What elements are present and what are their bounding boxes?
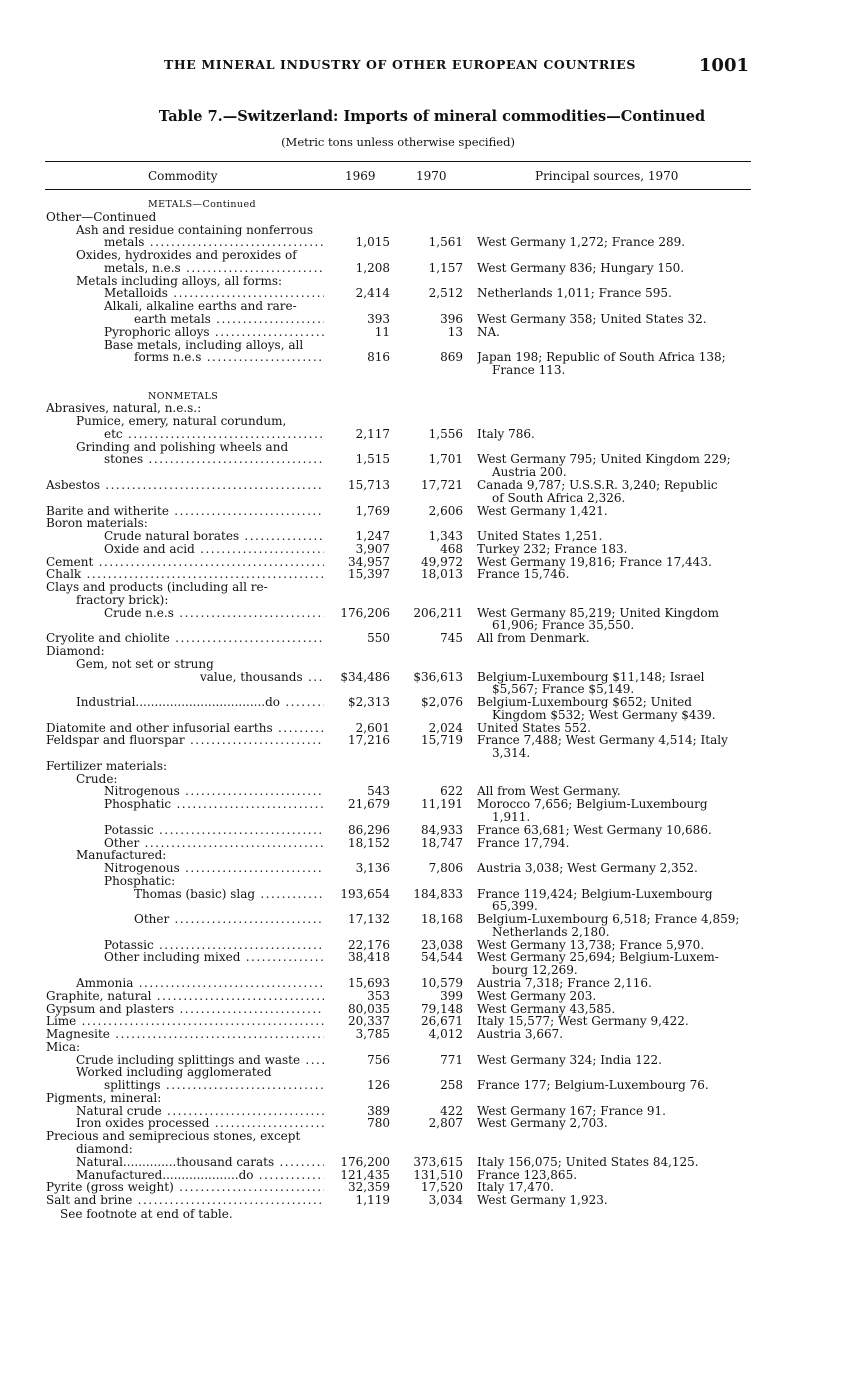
commodity-cell: Barite and witherite .....	[46, 505, 324, 518]
running-head: THE MINERAL INDUSTRY OF OTHER EUROPEAN COUNTRIES	[163, 57, 637, 72]
value-1969-cell: 2,601	[355, 721, 390, 735]
value-1970-cell: 869	[440, 351, 463, 365]
value-1969-cell: 3,136	[355, 862, 390, 875]
sources-cell: West Germany 13,738; France 5,970.	[477, 938, 705, 952]
value-1969-cell: 1,015	[355, 236, 390, 250]
footnote: See footnote at end of table.	[60, 1207, 233, 1221]
table-row	[0, 339, 864, 352]
commodity-cell: Other—Continued	[46, 210, 157, 224]
value-1969-cell: $34,486	[340, 670, 390, 684]
table-row	[0, 990, 864, 1003]
value-1970-cell: 373,615	[413, 1155, 463, 1169]
value-1969-cell: 353	[367, 989, 390, 1003]
table-row	[0, 824, 864, 837]
sources-cell: France 123,865.	[477, 1168, 578, 1182]
commodity-cell: Gem, not set or strung	[76, 657, 214, 671]
sources-cell: Italy 156,075; United States 84,125.	[477, 1155, 699, 1169]
table-row	[0, 645, 864, 658]
commodity-cell: Natural..............thousand carats .....	[76, 1156, 324, 1169]
header-sources: Principal sources, 1970	[535, 169, 679, 183]
sources-cell: bourg 12,269.	[492, 964, 578, 978]
value-1969-cell: 3,907	[355, 542, 390, 556]
sources-cell: United States 552.	[477, 721, 591, 735]
commodity-cell: Cryolite and chiolite .....	[46, 632, 324, 645]
table-row	[0, 402, 864, 415]
table-row	[0, 964, 864, 977]
table-row	[0, 1092, 864, 1105]
sources-cell: West Germany 203.	[477, 989, 597, 1003]
value-1970-cell: 79,148	[421, 1002, 463, 1016]
table-row	[0, 390, 864, 403]
commodity-cell: value, thousands .....	[200, 671, 324, 684]
table-row	[0, 1054, 864, 1067]
value-1970-cell: 2,024	[428, 721, 463, 735]
table-row	[0, 351, 864, 364]
table-row	[0, 658, 864, 671]
value-1969-cell: 15,397	[348, 568, 390, 582]
value-1969-cell: 34,957	[348, 555, 390, 569]
commodity-cell: Ash and residue containing nonferrous	[76, 223, 313, 237]
value-1969-cell: 22,176	[348, 938, 390, 952]
sources-cell: France 113.	[492, 364, 566, 377]
table-row	[0, 951, 864, 964]
value-1970-cell: 18,747	[421, 836, 463, 850]
sources-cell: France 15,746.	[477, 568, 570, 582]
table-row	[0, 377, 864, 390]
sources-cell: Italy 17,470.	[477, 1181, 554, 1195]
value-1969-cell: 17,132	[348, 913, 390, 927]
commodity-cell: Pyrite (gross weight) .....	[46, 1181, 324, 1194]
table-row	[0, 441, 864, 454]
commodity-cell: Crude natural borates .....	[104, 530, 324, 543]
value-1969-cell: 1,208	[355, 261, 390, 275]
commodity-cell: Other .....	[134, 913, 324, 926]
table-row	[0, 479, 864, 492]
table-row	[0, 1181, 864, 1194]
table-row	[0, 607, 864, 620]
commodity-cell: earth metals .....	[134, 313, 324, 326]
table-row	[0, 275, 864, 288]
commodity-cell: Lime .....	[46, 1015, 324, 1028]
value-1969-cell: 816	[367, 351, 390, 365]
sources-cell: Austria 3,667.	[477, 1028, 564, 1041]
table-row	[0, 415, 864, 428]
table-row	[0, 926, 864, 939]
commodity-cell: Diatomite and other infusorial earths .....	[46, 722, 324, 735]
value-1969-cell: 1,119	[355, 1194, 390, 1208]
value-1970-cell: 23,038	[421, 938, 463, 952]
sources-cell: $5,567; France $5,149.	[492, 683, 635, 697]
commodity-cell: Gypsum and plasters .....	[46, 1003, 324, 1016]
value-1969-cell: 18,152	[348, 836, 390, 850]
value-1969-cell: 21,679	[348, 798, 390, 812]
value-1970-cell: 15,719	[421, 734, 463, 748]
value-1970-cell: 7,806	[428, 862, 463, 875]
table-row	[0, 428, 864, 441]
value-1970-cell: 18,013	[421, 568, 463, 582]
value-1969-cell: 2,117	[355, 427, 390, 441]
sources-cell: France 7,488; West Germany 4,514; Italy	[477, 734, 728, 748]
value-1969-cell: 176,206	[340, 606, 390, 620]
sources-cell: West Germany 836; Hungary 150.	[477, 261, 685, 275]
sources-cell: West Germany 167; France 91.	[477, 1104, 666, 1118]
table-row	[0, 249, 864, 262]
sources-cell: West Germany 25,694; Belgium-Luxem-	[477, 951, 719, 965]
commodity-cell: Metals including alloys, all forms:	[76, 274, 283, 288]
commodity-cell: metals, n.e.s .....	[104, 262, 324, 275]
table-row	[0, 543, 864, 556]
value-1969-cell: 780	[367, 1117, 390, 1131]
header-1969: 1969	[345, 169, 376, 183]
commodity-cell: Pigments, mineral:	[46, 1091, 162, 1105]
table-row	[0, 734, 864, 747]
sources-cell: West Germany 1,923.	[477, 1194, 608, 1208]
sources-cell: Netherlands 1,011; France 595.	[477, 287, 672, 301]
sources-cell: Canada 9,787; U.S.S.R. 3,240; Republic	[477, 478, 718, 492]
commodity-cell: Clays and products (including all re-	[46, 581, 268, 595]
value-1970-cell: $36,613	[413, 670, 463, 684]
value-1970-cell: 84,933	[421, 823, 463, 837]
table-row	[0, 785, 864, 798]
sources-cell: All from West Germany.	[477, 785, 621, 799]
table-top-rule	[45, 161, 751, 162]
value-1970-cell: 2,807	[428, 1117, 463, 1131]
value-1970-cell: 771	[440, 1053, 463, 1067]
table-row	[0, 875, 864, 888]
value-1969-cell: 756	[367, 1053, 390, 1067]
table-row	[0, 287, 864, 300]
value-1969-cell: 121,435	[340, 1168, 390, 1182]
sources-cell: France 63,681; West Germany 10,686.	[477, 823, 712, 837]
table-row	[0, 1117, 864, 1130]
value-1969-cell: 1,769	[355, 504, 390, 518]
sources-cell: 61,906; France 35,550.	[492, 619, 635, 633]
sources-cell: West Germany 795; United Kingdom 229;	[477, 453, 731, 467]
sources-cell: France 177; Belgium-Luxembourg 76.	[477, 1079, 709, 1093]
value-1970-cell: 3,034	[428, 1194, 463, 1208]
commodity-cell: stones .....	[104, 453, 324, 466]
value-1970-cell: 131,510	[413, 1168, 463, 1182]
table-row	[0, 862, 864, 875]
value-1969-cell: 543	[367, 785, 390, 799]
sources-cell: 3,314.	[492, 747, 531, 761]
commodity-cell: Iron oxides processed .....	[76, 1117, 324, 1130]
sources-cell: Belgium-Luxembourg 6,518; France 4,859;	[477, 913, 740, 927]
sources-cell: United States 1,251.	[477, 530, 603, 543]
value-1970-cell: 54,544	[421, 951, 463, 965]
value-1970-cell: 745	[440, 632, 463, 646]
commodity-cell: Natural crude .....	[76, 1105, 324, 1118]
value-1970-cell: 1,343	[428, 530, 463, 543]
value-1970-cell: $2,076	[421, 696, 463, 709]
commodity-cell: Asbestos .....	[46, 479, 324, 492]
value-1969-cell: 393	[367, 312, 390, 326]
table-row	[0, 632, 864, 645]
commodity-cell: etc .....	[104, 428, 324, 441]
commodity-cell: Potassic .....	[104, 939, 324, 952]
table-row	[0, 300, 864, 313]
commodity-cell: Salt and brine .....	[46, 1194, 324, 1207]
commodity-cell: NONMETALS	[148, 390, 219, 402]
value-1970-cell: 184,833	[413, 887, 463, 901]
value-1969-cell: 80,035	[348, 1002, 390, 1016]
header-commodity: Commodity	[148, 169, 218, 183]
commodity-cell: Industrial..................................do .....	[76, 696, 324, 709]
table-row	[0, 530, 864, 543]
table-row	[0, 1194, 864, 1207]
sources-cell: West Germany 1,421.	[477, 504, 608, 518]
table-row	[0, 900, 864, 913]
commodity-cell: Potassic .....	[104, 824, 324, 837]
sources-cell: 1,911.	[492, 811, 531, 824]
commodity-cell: Manufactured:	[76, 849, 167, 863]
table-row	[0, 313, 864, 326]
commodity-cell: Crude:	[76, 772, 118, 786]
value-1969-cell: 1,247	[355, 530, 390, 543]
sources-cell: France 119,424; Belgium-Luxembourg	[477, 887, 713, 901]
commodity-cell: Phosphatic:	[104, 874, 176, 888]
table-row	[0, 939, 864, 952]
sources-cell: West Germany 85,219; United Kingdom	[477, 606, 719, 620]
commodity-cell: Alkali, alkaline earths and rare-	[104, 300, 297, 314]
table-subtitle: (Metric tons unless otherwise specified)	[281, 135, 515, 149]
table-row	[0, 913, 864, 926]
table-row	[0, 849, 864, 862]
table-row	[0, 198, 864, 211]
sources-cell: Netherlands 2,180.	[492, 925, 610, 939]
commodity-cell: Metalloids .....	[104, 287, 324, 300]
header-1970: 1970	[416, 169, 447, 183]
value-1970-cell: 17,520	[421, 1181, 463, 1195]
table-row	[0, 709, 864, 722]
table-row	[0, 236, 864, 249]
commodity-cell: Manufactured....................do .....	[76, 1169, 324, 1182]
value-1970-cell: 1,556	[428, 427, 463, 441]
table-row	[0, 453, 864, 466]
commodity-cell: Fertilizer materials:	[46, 759, 168, 773]
value-1970-cell: 11,191	[421, 798, 463, 812]
table-row	[0, 211, 864, 224]
sources-cell: West Germany 43,585.	[477, 1002, 616, 1016]
value-1969-cell: 86,296	[348, 823, 390, 837]
value-1969-cell: 550	[367, 632, 390, 646]
value-1970-cell: 622	[440, 785, 463, 799]
commodity-cell: Diamond:	[46, 644, 105, 658]
sources-cell: Turkey 232; France 183.	[477, 542, 628, 556]
value-1969-cell: 389	[367, 1104, 390, 1118]
value-1969-cell: 15,713	[348, 478, 390, 492]
sources-cell: Kingdom $532; West Germany $439.	[492, 708, 716, 722]
sources-cell: Japan 198; Republic of South Africa 138;	[477, 351, 726, 365]
sources-cell: France 17,794.	[477, 836, 570, 850]
table-row	[0, 1015, 864, 1028]
sources-cell: Italy 15,577; West Germany 9,422.	[477, 1015, 689, 1029]
commodity-cell: Abrasives, natural, n.e.s.:	[46, 402, 202, 416]
sources-cell: Austria 3,038; West Germany 2,352.	[477, 862, 698, 875]
value-1969-cell: 193,654	[340, 887, 390, 901]
table-row	[0, 492, 864, 505]
commodity-cell: Precious and semiprecious stones, except	[46, 1130, 301, 1144]
commodity-cell: Ammonia .....	[76, 977, 324, 990]
table-row	[0, 798, 864, 811]
commodity-cell: Nitrogenous .....	[104, 862, 324, 875]
table-row	[0, 364, 864, 377]
table-row	[0, 619, 864, 632]
value-1970-cell: 13	[447, 325, 463, 339]
commodity-cell: METALS—Continued	[148, 199, 256, 210]
sources-cell: West Germany 1,272; France 289.	[477, 236, 686, 250]
table-row	[0, 888, 864, 901]
table-row	[0, 326, 864, 339]
value-1970-cell: 1,157	[428, 261, 463, 275]
value-1970-cell: 468	[440, 542, 463, 556]
value-1970-cell: 396	[440, 312, 463, 326]
commodity-cell: Crude including splittings and waste .....	[76, 1054, 324, 1067]
table-row	[0, 1130, 864, 1143]
value-1969-cell: 176,200	[340, 1155, 390, 1169]
table-row	[0, 224, 864, 237]
commodity-cell: splittings .....	[104, 1079, 324, 1092]
table-row	[0, 262, 864, 275]
table-row	[0, 1169, 864, 1182]
commodity-cell: Magnesite .....	[46, 1028, 324, 1041]
table-row	[0, 1028, 864, 1041]
table-row	[0, 696, 864, 709]
commodity-cell: Chalk .....	[46, 568, 324, 581]
table-row	[0, 594, 864, 607]
value-1969-cell: 126	[367, 1079, 390, 1093]
sources-cell: Belgium-Luxembourg $652; United	[477, 696, 692, 709]
commodity-cell: forms n.e.s .....	[134, 351, 324, 364]
table-header-rule	[45, 189, 751, 190]
table-row	[0, 1003, 864, 1016]
commodity-cell: Oxides, hydroxides and peroxides of	[76, 249, 297, 263]
table-row	[0, 837, 864, 850]
sources-cell: Belgium-Luxembourg $11,148; Israel	[477, 670, 705, 684]
value-1969-cell: 3,785	[355, 1028, 390, 1041]
table-row	[0, 1156, 864, 1169]
commodity-cell: Phosphatic .....	[104, 798, 324, 811]
value-1970-cell: 10,579	[421, 977, 463, 990]
table-row	[0, 1143, 864, 1156]
value-1969-cell: 20,337	[348, 1015, 390, 1029]
sources-cell: Morocco 7,656; Belgium-Luxembourg	[477, 798, 708, 812]
commodity-cell: Cement .....	[46, 556, 324, 569]
sources-cell: NA.	[477, 325, 500, 339]
sources-cell: 65,399.	[492, 900, 538, 914]
value-1970-cell: 1,561	[428, 236, 463, 250]
table-row	[0, 722, 864, 735]
sources-cell: West Germany 324; India 122.	[477, 1053, 662, 1067]
value-1969-cell: 15,693	[348, 977, 390, 990]
commodity-cell: Other including mixed .....	[104, 951, 324, 964]
commodity-cell: Crude n.e.s .....	[104, 607, 324, 620]
value-1970-cell: 17,721	[421, 478, 463, 492]
commodity-cell: Thomas (basic) slag .....	[134, 888, 324, 901]
value-1970-cell: 26,671	[421, 1015, 463, 1029]
commodity-cell: Oxide and acid .....	[104, 543, 324, 556]
value-1969-cell: 17,216	[348, 734, 390, 748]
value-1970-cell: 1,701	[428, 453, 463, 467]
commodity-cell: Nitrogenous .....	[104, 785, 324, 798]
table-row	[0, 517, 864, 530]
sources-cell: Austria 200.	[492, 466, 567, 480]
sources-cell: West Germany 2,703.	[477, 1117, 608, 1131]
table-row	[0, 1079, 864, 1092]
value-1970-cell: 206,211	[413, 606, 463, 620]
sources-cell: of South Africa 2,326.	[492, 491, 626, 505]
table-row	[0, 747, 864, 760]
table-row	[0, 671, 864, 684]
table-row	[0, 1041, 864, 1054]
value-1970-cell: 49,972	[421, 555, 463, 569]
commodity-cell: Base metals, including alloys, all	[104, 338, 304, 352]
table-row	[0, 1066, 864, 1079]
value-1970-cell: 2,512	[428, 287, 463, 301]
value-1969-cell: 2,414	[355, 287, 390, 301]
table-row	[0, 773, 864, 786]
table-row	[0, 466, 864, 479]
commodity-cell: Mica:	[46, 1040, 81, 1054]
commodity-cell: metals .....	[104, 236, 324, 249]
commodity-cell: Grinding and polishing wheels and	[76, 440, 289, 454]
commodity-cell: Worked including agglomerated	[76, 1066, 272, 1080]
commodity-cell: fractory brick):	[76, 593, 169, 607]
value-1970-cell: 18,168	[421, 913, 463, 927]
value-1969-cell: 32,359	[348, 1181, 390, 1195]
table-row	[0, 568, 864, 581]
value-1969-cell: 38,418	[348, 951, 390, 965]
table-row	[0, 977, 864, 990]
sources-cell: All from Denmark.	[477, 632, 590, 646]
sources-cell: West Germany 358; United States 32.	[477, 312, 707, 326]
commodity-cell: Feldspar and fluorspar .....	[46, 734, 324, 747]
table-row	[0, 683, 864, 696]
commodity-cell: Other .....	[104, 837, 324, 850]
commodity-cell: Pumice, emery, natural corundum,	[76, 415, 287, 429]
value-1969-cell: $2,313	[348, 696, 390, 709]
table-row	[0, 811, 864, 824]
value-1970-cell: 399	[440, 989, 463, 1003]
commodity-cell: Graphite, natural .....	[46, 990, 324, 1003]
value-1970-cell: 258	[440, 1079, 463, 1093]
value-1970-cell: 422	[440, 1104, 463, 1118]
commodity-cell: Boron materials:	[46, 517, 148, 531]
commodity-cell: diamond:	[76, 1143, 133, 1156]
table-row	[0, 556, 864, 569]
table-title: Table 7.—Switzerland: Imports of mineral commodities—Continued	[158, 108, 706, 125]
value-1970-cell: 4,012	[428, 1028, 463, 1041]
table-row	[0, 581, 864, 594]
table-row	[0, 1105, 864, 1118]
value-1969-cell: 1,515	[355, 453, 390, 467]
value-1970-cell: 2,606	[428, 504, 463, 518]
sources-cell: West Germany 19,816; France 17,443.	[477, 555, 712, 569]
value-1969-cell: 11	[374, 325, 390, 339]
commodity-cell: Pyrophoric alloys .....	[104, 326, 324, 339]
table-row	[0, 505, 864, 518]
page-number: 1001	[698, 55, 749, 76]
sources-cell: Austria 7,318; France 2,116.	[477, 977, 652, 990]
table-row	[0, 760, 864, 773]
sources-cell: Italy 786.	[477, 427, 535, 441]
